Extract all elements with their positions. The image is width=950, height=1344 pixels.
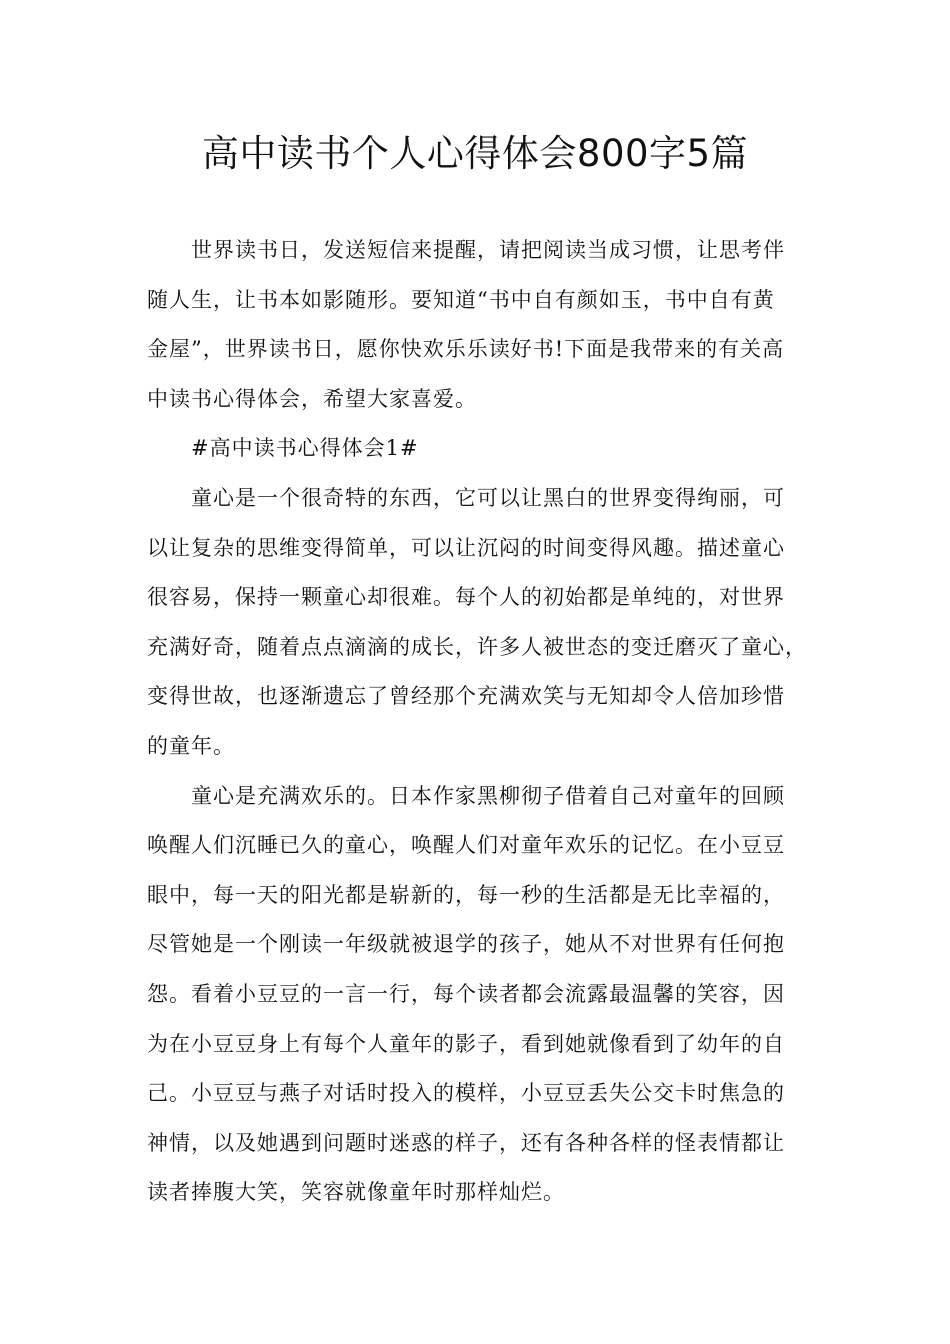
text-line: 童心是一个很奇特的东西，它可以让黑白的世界变得绚丽，可 [191, 485, 785, 510]
text-line: 己。小豆豆与燕子对话时投入的模样，小豆豆丢失公交卡时焦急的 [147, 1081, 785, 1106]
text-line: 金屋”，世界读书日，愿你快欢乐乐读好书!下面是我带来的有关高 [147, 337, 785, 362]
document-body [147, 226, 819, 1218]
text-line: 读者捧腹大笑，笑容就像童年时那样灿烂。 [147, 1180, 565, 1205]
document-title: 高中读书个人心得体会800字5篇 [201, 132, 749, 175]
text-line: 唤醒人们沉睡已久的童心，唤醒人们对童年欢乐的记忆。在小豆豆 [147, 833, 785, 858]
section-heading [147, 424, 819, 474]
text-line: 神情，以及她遇到问题时迷惑的样子，还有各种各样的怪表情都让 [147, 1130, 785, 1155]
text-line: 随人生，让书本如影随形。要知道“书中自有颜如玉，书中自有黄 [147, 287, 775, 312]
text-line: 尽管她是一个刚读一年级就被退学的孩子，她从不对世界有任何抱 [147, 932, 785, 957]
text-line: 充满好奇，随着点点滴滴的成长，许多人被世态的变迁磨灭了童心， [147, 634, 807, 659]
text-line: 中读书心得体会，希望大家喜爱。 [147, 386, 477, 411]
text-line: 童心是充满欢乐的。日本作家黑柳彻子借着自己对童年的回顾 [191, 783, 785, 808]
paragraph-childlike-heart [147, 474, 819, 772]
text-line: 的童年。 [147, 733, 235, 758]
text-line: 很容易，保持一颗童心却很难。每个人的初始都是单纯的，对世界 [147, 585, 785, 610]
text-line: 怨。看着小豆豆的一言一行，每个读者都会流露最温馨的笑容，因 [147, 981, 785, 1006]
text-line: 变得世故，也逐渐遗忘了曾经那个充满欢笑与无知却令人倍加珍惜 [147, 684, 785, 709]
paragraph-totto-chan [147, 772, 819, 1218]
paragraph-intro [147, 226, 819, 424]
text-line: 以让复杂的思维变得简单，可以让沉闷的时间变得风趣。描述童心 [147, 535, 785, 560]
text-line: #高中读书心得体会1# [191, 436, 419, 461]
text-line: 为在小豆豆身上有每个人童年的影子，看到她就像看到了幼年的自 [147, 1031, 785, 1056]
text-line: 眼中，每一天的阳光都是崭新的，每一秒的生活都是无比幸福的， [147, 882, 785, 907]
text-line: 世界读书日，发送短信来提醒，请把阅读当成习惯，让思考伴 [191, 238, 785, 262]
